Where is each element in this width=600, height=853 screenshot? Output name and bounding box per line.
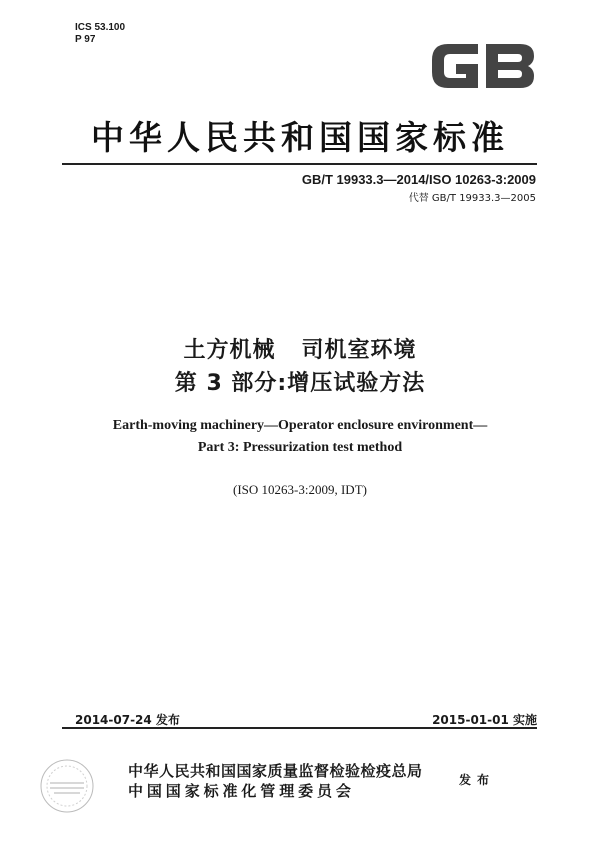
english-title-line-1: Earth-moving machinery—Operator enclosure environment— bbox=[112, 418, 488, 433]
issue-date: 2014-07-24 发布 bbox=[75, 713, 180, 727]
footer-divider bbox=[62, 727, 537, 729]
publish-label: 发布 bbox=[459, 773, 496, 787]
english-title-line-2: Part 3: Pressurization test method bbox=[197, 440, 403, 455]
ics-code: ICS 53.100 bbox=[75, 22, 126, 33]
issuer-sac: 中国国家标准化管理委员会 bbox=[128, 782, 355, 800]
chinese-title-line-1: 土方机械 司机室环境 bbox=[183, 338, 417, 363]
chinese-title-line-2: 第 3 部分:增压试验方法 bbox=[174, 371, 426, 396]
national-standard-title: 中华人民共和国国家标准 bbox=[91, 118, 509, 157]
iso-equivalence: (ISO 10263-3:2009, IDT) bbox=[233, 482, 367, 497]
standard-number: GB/T 19933.3—2014/ISO 10263-3:2009 bbox=[301, 172, 536, 187]
implementation-date: 2015-01-01 实施 bbox=[432, 713, 537, 727]
seal-stamp-icon bbox=[38, 757, 96, 815]
ccs-code: P 97 bbox=[75, 34, 96, 45]
issuer-aqsiq: 中华人民共和国国家质量监督检验检疫总局 bbox=[128, 762, 423, 780]
replaces-standard: 代替 GB/T 19933.3—2005 bbox=[408, 193, 536, 204]
header-divider bbox=[62, 163, 537, 165]
gb-logo bbox=[428, 36, 538, 96]
